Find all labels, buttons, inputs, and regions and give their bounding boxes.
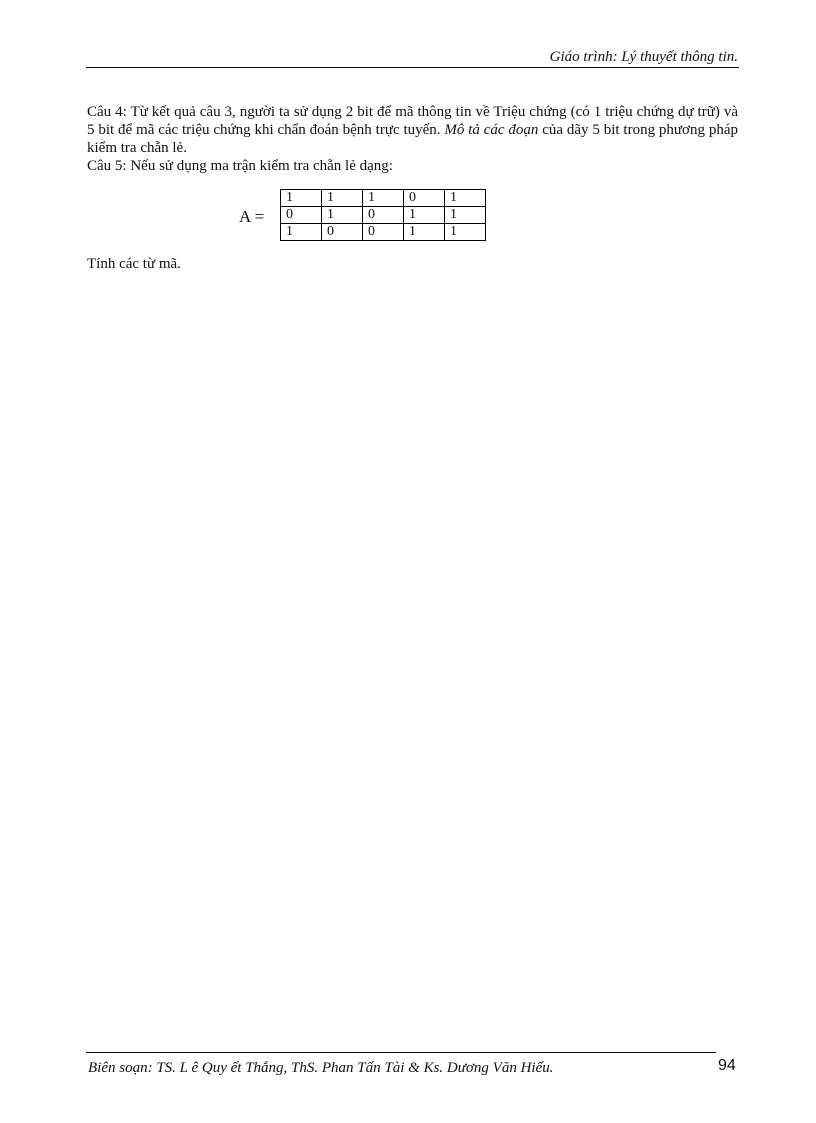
- matrix-row: [281, 207, 486, 224]
- parity-check-matrix: [280, 189, 486, 241]
- page-number: 94: [718, 1057, 736, 1074]
- question-4-text-start: Câu 4: Từ kết quả câu 3, người ta sử dụng 2 bit để mã thông tin về Triệu chứng (có 1 triệu chứng dự trữ) và 5 bit để mã các triệu chứng khi chẩn đoán bệnh trực tuyến.: [87, 104, 738, 138]
- matrix-cell: 0: [404, 190, 445, 207]
- matrix-cell: 0: [322, 224, 363, 241]
- question-4-text-end: của dãy 5 bit trong phương pháp kiểm tra chẵn lẻ.: [87, 122, 738, 156]
- matrix-block: [87, 189, 738, 255]
- matrix-cell: 1: [404, 207, 445, 224]
- footer-rule: [86, 1052, 716, 1053]
- matrix-cell: 1: [404, 224, 445, 241]
- question-5: Câu 5: Nếu sử dụng ma trận kiểm tra chẵn lẻ dạng:: [87, 158, 393, 174]
- header-title: Giáo trình: Lý thuyết thông tin.: [549, 49, 738, 65]
- matrix-cell: 1: [322, 207, 363, 224]
- footer-authors: Biên soạn: TS. L ê Quy ết Thắng, ThS. Phan Tấn Tài & Ks. Dương Văn Hiếu.: [88, 1060, 554, 1076]
- matrix-cell: 1: [445, 207, 486, 224]
- instruction-text: Tính các từ mã.: [87, 256, 181, 272]
- question-4: [87, 103, 738, 157]
- matrix-cell: 0: [363, 224, 404, 241]
- matrix-row: [281, 224, 486, 241]
- matrix-cell: 0: [281, 207, 322, 224]
- question-4-italic-phrase: Mô tả các đoạn: [444, 122, 539, 138]
- matrix-cell: 1: [363, 190, 404, 207]
- matrix-cell: 1: [281, 190, 322, 207]
- matrix-label: A =: [239, 207, 265, 226]
- header-rule: [86, 67, 739, 68]
- page-content: [87, 103, 738, 273]
- matrix-cell: 0: [363, 207, 404, 224]
- matrix-cell: 1: [281, 224, 322, 241]
- matrix-cell: 1: [445, 190, 486, 207]
- matrix-cell: 1: [445, 224, 486, 241]
- matrix-cell: 1: [322, 190, 363, 207]
- matrix-row: [281, 190, 486, 207]
